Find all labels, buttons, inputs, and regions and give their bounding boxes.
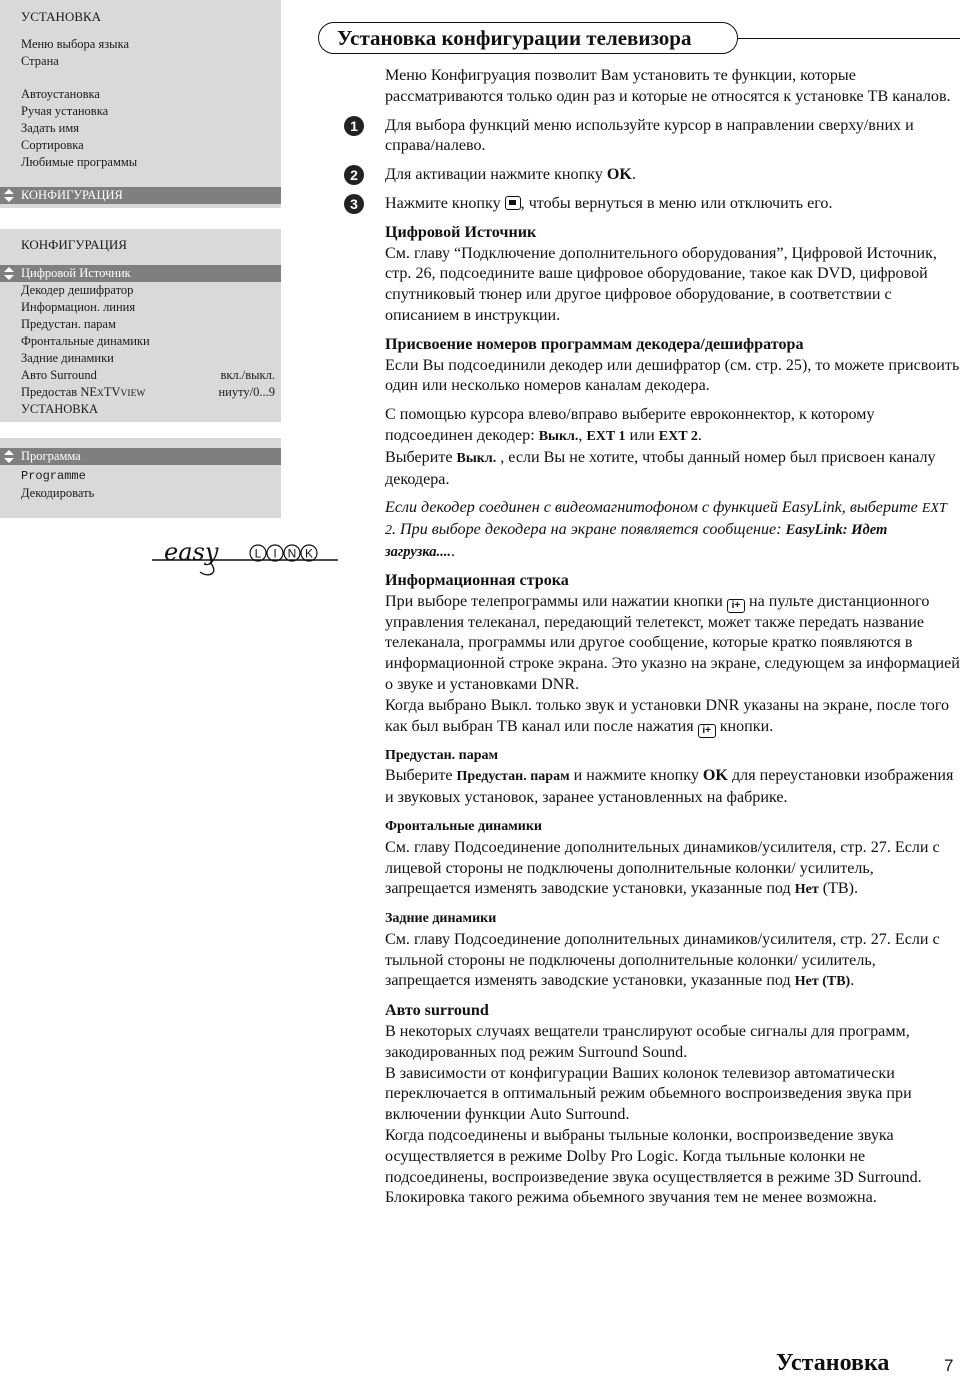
- menu-item-preset[interactable]: Предустан. парам: [21, 317, 116, 331]
- menu-item-programme[interactable]: Programme: [21, 469, 86, 483]
- menu-item-decoder[interactable]: Декодер дешифратор: [21, 283, 134, 297]
- decoder-paragraph-3: Выберите Выкл. , если Вы не хотите, чтобы данный номер был присвоен каналу декодера.: [385, 448, 936, 488]
- surround-paragraph-1: В некоторых случаях вещатели транслируют особые сигналы для программ, закодированных под режим Surround Sound.: [385, 1023, 910, 1061]
- info-button-icon: i+: [698, 724, 716, 738]
- svg-text:N: N: [287, 546, 297, 561]
- step-2: 2 Для активации нажмите кнопку OK.: [385, 165, 960, 186]
- section-text: Если Вы подсоединили декодер или дешифратор (см. стр. 25), то можете присвоить один или несколько номеров каналам декодера.: [385, 356, 960, 395]
- intro-paragraph: Меню Конфигруация позволит Вам установить те функции, которые рассматриваются только один раз и которые не относятся к установке ТВ каналов.: [385, 67, 951, 105]
- menu-item-label: Предостав NEXTVVIEW: [21, 385, 146, 399]
- page-heading: [318, 22, 738, 54]
- menu-panel-installation: [0, 0, 281, 208]
- page-number: 7: [944, 1356, 954, 1375]
- menu-item-sort[interactable]: Сортировка: [21, 138, 84, 152]
- section-info-line: Информационная строка При выборе телепрограммы или нажатии кнопки i+ на пульте дистанционного управления телеканал, передающий телетекст, может также передать название телеканала, программы или другое сообщение, которые кратко появляются в информационной строке экрана. Это указно на экране, следующем за информацией о звуке и установками DNR.: [385, 571, 960, 693]
- easylink-logo: [150, 538, 342, 578]
- menu-item-language[interactable]: Меню выбора языка: [21, 37, 130, 51]
- menu-item-decode[interactable]: Декодировать: [21, 486, 95, 500]
- info-button-icon: i+: [727, 599, 745, 613]
- section-title: Предустан. парам: [385, 747, 499, 763]
- menu-item-info-line[interactable]: Информацион. линия: [21, 300, 136, 314]
- menu-item-country[interactable]: Страна: [21, 54, 59, 68]
- menu-item-favourites[interactable]: Любимые программы: [21, 155, 138, 169]
- menu-item-auto-surround[interactable]: [0, 367, 281, 384]
- menu-panel-configuration: [0, 229, 281, 422]
- menu-item-label: КОНФИГУРАЦИЯ: [21, 188, 123, 202]
- menu-item-label: Цифровой Источник: [21, 266, 131, 280]
- main-content: [350, 66, 960, 1217]
- step-text: Для выбора функций меню используйте курсор в направлении сверху/вних и справа/налево.: [385, 116, 914, 155]
- section-auto-surround: [385, 1001, 960, 1063]
- decoder-easylink-note: Если декодер соединен с видеомагнитофоном с функцией EasyLink, выберите EXT 2. При выборе декодера на экране появляется сообщение: EasyLink: Идет загрузка.....: [385, 499, 947, 560]
- menu-title: КОНФИГУРАЦИЯ: [21, 237, 127, 252]
- menu-item-back-installation[interactable]: УСТАНОВКА: [21, 402, 98, 416]
- step-3: 3 Нажмите кнопку , чтобы вернуться в меню или отключить его.: [385, 194, 960, 215]
- heading-divider: [738, 38, 960, 39]
- svg-text:I: I: [273, 546, 277, 561]
- section-decoder: [385, 335, 960, 397]
- section-title: Задние динамики: [385, 911, 497, 927]
- section-title: Присвоение номеров программам декодера/дешифратора: [385, 335, 804, 353]
- up-down-arrows-icon: [4, 450, 14, 463]
- menu-item-front-speakers[interactable]: Фронтальные динамики: [21, 334, 150, 348]
- ok-key-label: OK: [606, 166, 632, 184]
- section-title: Авто surround: [385, 1002, 489, 1020]
- menu-item-autoinstall[interactable]: Автоустановка: [21, 87, 100, 101]
- section-title: Цифровой Источник: [385, 223, 537, 241]
- step-number-2: 2: [344, 165, 364, 185]
- menu-item-label: Программа: [21, 449, 81, 463]
- section-text: См. главу “Подключение дополнительного оборудования”, Цифровой Источник, стр. 26, подсоедините ваше цифровое оборудование, такое как DVD, цифровой спутниковый тюнер или другое цифровое оборудование, в соответствии с описанием в инструкции.: [385, 244, 937, 324]
- step-1: [350, 116, 960, 158]
- menu-title: УСТАНОВКА: [21, 9, 102, 24]
- menu-item-program-selected[interactable]: [0, 448, 281, 465]
- footer-section-title: Установка: [776, 1350, 890, 1376]
- menu-item-value: ниуту/0...9: [218, 385, 275, 399]
- menu-item-digital-source-selected[interactable]: [0, 265, 281, 282]
- decoder-paragraph-2: С помощью курсора влево/вправо выберите евроконнектор, к которому подсоединен декодер: Выкл., EXT 1 или EXT 2.: [385, 406, 875, 444]
- info-line-paragraph-2: Когда выбрано Выкл. только звук и установки DNR указаны на экране, после того как был выбран ТВ канал или после нажатия i+ кнопки.: [385, 696, 950, 736]
- step-number-1: 1: [344, 116, 364, 136]
- section-digital-source: [385, 223, 960, 327]
- menu-item-configuration-selected[interactable]: [0, 187, 281, 204]
- svg-text:easy: easy: [164, 538, 219, 566]
- up-down-arrows-icon: [4, 189, 14, 202]
- menu-button-icon: [505, 196, 521, 210]
- page-heading-text: Установка конфигурации телевизора: [337, 26, 692, 50]
- menu-item-value: вкл./выкл.: [220, 368, 275, 382]
- menu-item-rear-speakers[interactable]: Задние динамики: [21, 351, 114, 365]
- surround-paragraph-3: Когда подсоединены и выбраны тыльные колонки, воспроизведение звука осуществляется в режиме Dolby Pro Logic. Когда тыльные колонки не подсоединены, воспроизведение звука осуществляется в режиме 3D Surround. Блокировка такого режима обьемного звучания тем не менее возможна.: [385, 1127, 922, 1207]
- step-number-3: 3: [344, 194, 364, 214]
- up-down-arrows-icon: [4, 267, 14, 280]
- section-front-speakers: Фронтальные динамики См. главу Подсоединение дополнительных динамиков/усилителя, стр. 27. Если с лицевой стороны не подключены дополнительные колонки/ усилитель, запрещается изменять заводские установки, указанные под Нет (ТВ).: [385, 817, 960, 901]
- section-preset: Предустан. парам Выберите Предустан. парам и нажмите кнопку OK для переустановки изображения и звуковых установок, заранее установленных на фабрике.: [385, 746, 960, 809]
- section-title: Фронтальные динамики: [385, 818, 542, 834]
- section-rear-speakers: Задние динамики См. главу Подсоединение дополнительных динамиков/усилителя, стр. 27. Если с тыльной стороны не подключены дополнительные колонки/ усилитель, запрещается изменять заводские установки, указанные под Нет (ТВ).: [385, 909, 960, 993]
- menu-panel-program: [0, 438, 281, 518]
- menu-item-label: Авто Surround: [21, 368, 97, 382]
- menu-item-set-name[interactable]: Задать имя: [21, 121, 80, 135]
- surround-paragraph-2: В зависимости от конфигурации Ваших колонок телевизор автоматически переключается в оптимальный режим обьемного воспроизведения звука при включении функции Auto Surround.: [385, 1064, 912, 1124]
- svg-text:K: K: [304, 546, 314, 561]
- section-title: Информационная строка: [385, 571, 569, 589]
- menu-item-nextview[interactable]: [0, 384, 281, 401]
- menu-item-manual-install[interactable]: Ручая установка: [21, 104, 109, 118]
- svg-text:L: L: [254, 546, 262, 561]
